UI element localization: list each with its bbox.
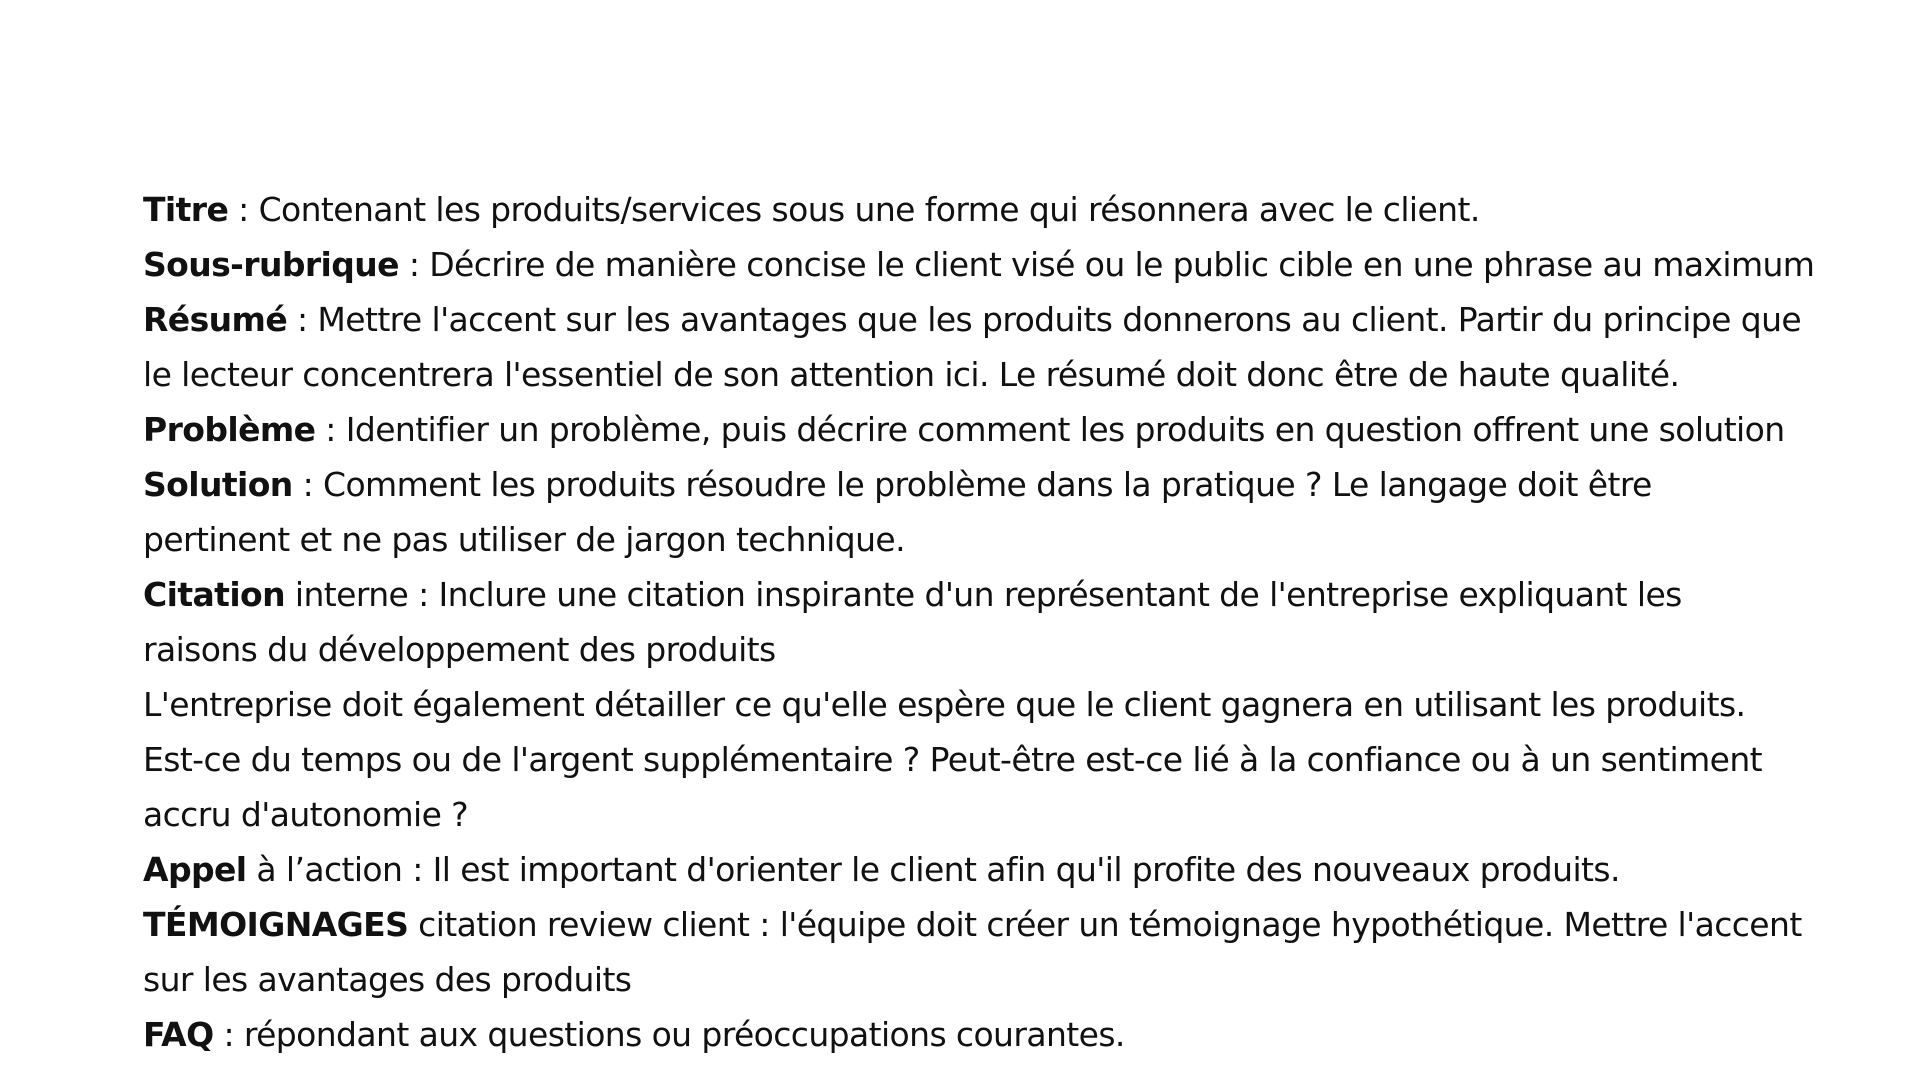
line-autonomie: [143, 787, 1823, 842]
line-text: le lecteur concentrera l'essentiel de son attention ici. Le résumé doit donc être de haute qualité.: [143, 355, 1680, 394]
line-appel: [143, 842, 1823, 897]
term-solution: Solution: [143, 465, 293, 504]
line-sous-rubrique: [143, 237, 1823, 292]
term-sous-rubrique: Sous-rubrique: [143, 245, 399, 284]
term-faq: FAQ: [143, 1015, 214, 1054]
document-body: [143, 182, 1823, 1062]
term-appel: Appel: [143, 850, 247, 889]
line-text: : répondant aux questions ou préoccupations courantes.: [213, 1015, 1125, 1054]
line-probleme: [143, 402, 1823, 457]
line-solution-continued: [143, 512, 1823, 567]
line-text: : Mettre l'accent sur les avantages que les produits donnerons au client. Partir du principe que: [287, 300, 1802, 339]
line-text: accru d'autonomie ?: [143, 795, 469, 834]
line-citation: [143, 567, 1823, 622]
line-citation-continued: [143, 622, 1823, 677]
line-temoignages: [143, 897, 1823, 952]
line-entreprise: [143, 677, 1823, 732]
line-text: interne : Inclure une citation inspirante d'un représentant de l'entreprise expliquant les: [285, 575, 1682, 614]
line-temoignages-continued: [143, 952, 1823, 1007]
line-resume: [143, 292, 1823, 347]
term-titre: Titre: [143, 190, 229, 229]
line-solution: [143, 457, 1823, 512]
line-resume-continued: [143, 347, 1823, 402]
term-probleme: Problème: [143, 410, 316, 449]
line-text: : Contenant les produits/services sous une forme qui résonnera avec le client.: [228, 190, 1480, 229]
line-text: citation review client : l'équipe doit créer un témoignage hypothétique. Mettre l'accent: [408, 905, 1802, 944]
line-titre: [143, 182, 1823, 237]
line-text: L'entreprise doit également détailler ce qu'elle espère que le client gagnera en utilisant les produits.: [143, 685, 1746, 724]
line-entreprise-continued: [143, 732, 1823, 787]
line-text: : Comment les produits résoudre le problème dans la pratique ? Le langage doit être: [292, 465, 1652, 504]
term-resume: Résumé: [143, 300, 288, 339]
line-text: Est-ce du temps ou de l'argent supplémentaire ? Peut-être est-ce lié à la confiance ou à un sentiment: [143, 740, 1763, 779]
term-citation: Citation: [143, 575, 286, 614]
line-text: : Identifier un problème, puis décrire comment les produits en question offrent une solution: [315, 410, 1785, 449]
line-text: pertinent et ne pas utiliser de jargon technique.: [143, 520, 905, 559]
term-temoignages: TÉMOIGNAGES: [143, 905, 409, 944]
line-text: : Décrire de manière concise le client visé ou le public cible en une phrase au maximum: [398, 245, 1815, 284]
line-text: raisons du développement des produits: [143, 630, 776, 669]
line-text: à l’action : Il est important d'orienter le client afin qu'il profite des nouveaux produits.: [246, 850, 1620, 889]
line-text: sur les avantages des produits: [143, 960, 632, 999]
line-faq: [143, 1007, 1823, 1062]
